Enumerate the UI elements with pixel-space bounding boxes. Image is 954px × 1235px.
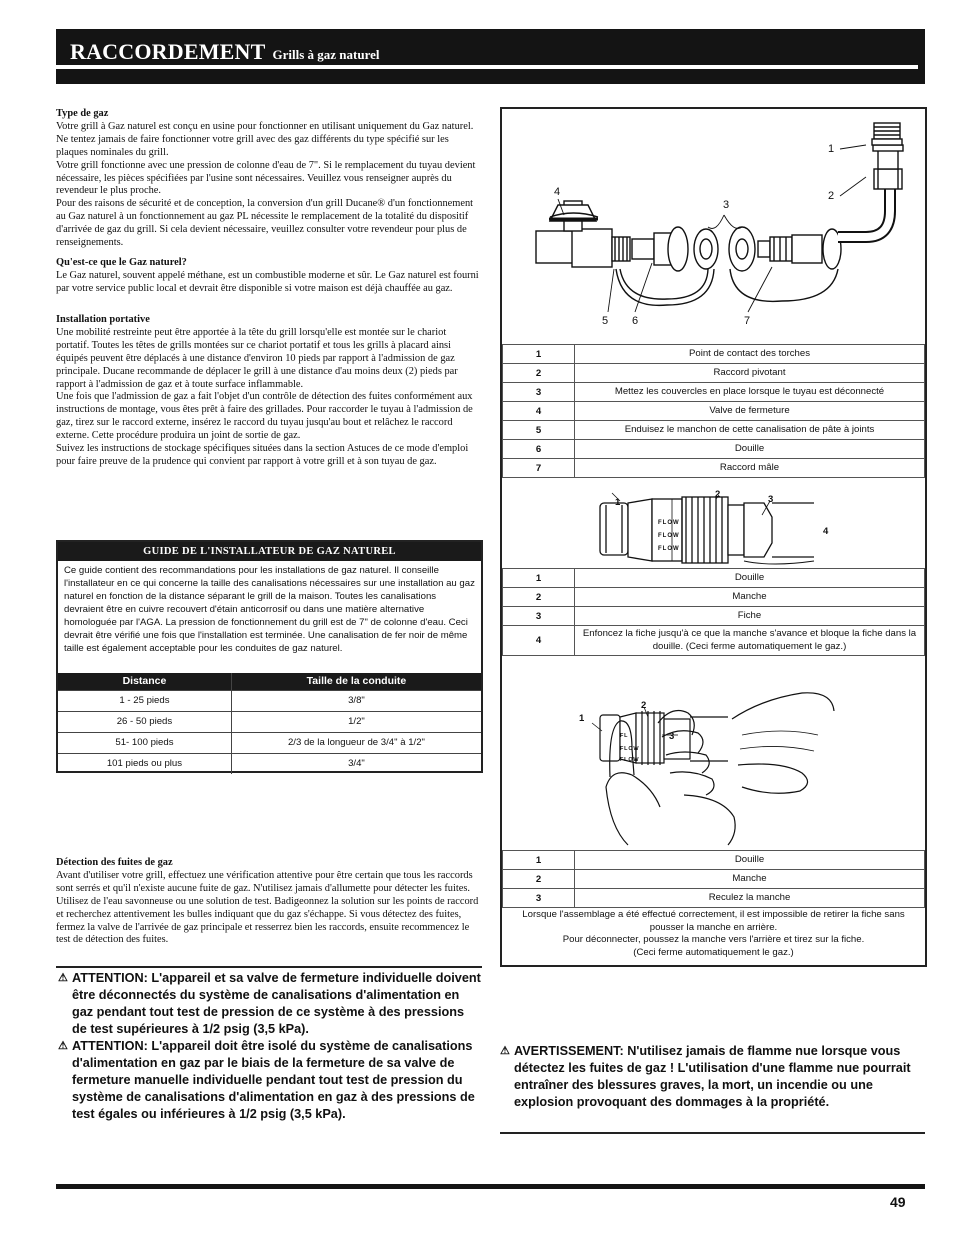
part-description: Enduisez le manchon de cette canalisation de pâte à joints [575,421,925,440]
leader-line [608,269,614,312]
hand-finger [684,795,735,845]
figure-3-hand-disconnect [502,657,925,849]
flow-label: FLOW [658,533,680,539]
table-row [58,753,481,774]
callout-label: 2 [641,700,647,711]
paragraph: Une fois que l'admission de gaz a fait l'objet d'un contrôle de détection des fuites conformément aux instructions de montage, vous êtes prêt à faire des grillades. Pour raccorder le tuyau à l'admission de gaz, tirez sur le raccord externe, insérez le raccord du tuyau jusqu'au bout et relâchez le raccord externe. Cette procédure produira un joint de sortie de gaz. [56,391,473,442]
part-description: Valve de fermeture [575,402,925,421]
part-description: Raccord pivotant [575,364,925,383]
paragraph: Votre grill fonctionne avec une pression de colonne d'eau de 7". Si le remplacement du tuyau devient nécessaire, les pièces spécifiées par l'usine sont nécessaires. Veuillez vous renseigner auprès du revendeur le plus proche. [56,159,476,197]
table-cell: 1 - 25 pieds [58,690,231,711]
callout-label: 1 [615,497,621,508]
part-number: 6 [503,440,575,459]
part-description: Douille [575,569,925,588]
warning-triangle-icon: ⚠ [500,1045,510,1057]
valve-outlet [572,229,612,267]
table-cell: 1/2" [231,711,481,732]
part-description: Douille [575,440,925,459]
warning-triangle-icon: ⚠ [58,1040,68,1052]
valve-body [536,231,576,263]
warning-paragraph [58,1038,482,1123]
forearm [732,693,834,719]
table-row [503,569,925,588]
section-heading: Installation portative [56,314,150,325]
callout-label: 3 [723,199,730,211]
part-description: Mettez les couvercles en place lorsque le tuyau est déconnecté [575,383,925,402]
callout-label: 2 [715,489,721,500]
male-plug [729,227,841,271]
paragraph: Votre grill à Gaz naturel est conçu en usine pour fonctionner en utilisant uniquement du Gaz naturel. Ne tentez jamais de faire fonctionner votre grill avec des gaz différents du type spécifié sur les plaques nominales du grill. [56,120,474,158]
table-cell: 101 pieds ou plus [58,753,231,774]
page-header [56,29,925,84]
table-row [503,889,925,908]
hand-palm [606,773,660,845]
note-line: Lorsque l'assemblage a été effectué correctement, il est impossible de retirer la fiche sans pousser la manche en arrière. [522,909,905,933]
warning-text: ATTENTION: L'appareil et sa valve de fermeture individuelle doivent être déconnectés du système de canalisations d'alimentation en gaz pendant tout test de pression de ce système à des pressions de test supérieures à 1/2 psig (3,5 kPa). [72,971,481,1036]
callout-label: 4 [823,526,829,537]
part-number: 3 [503,889,575,908]
paragraph: Avant d'utiliser votre grill, effectuez une vérification attentive pour être certain que tous les raccords sont serrés et qu'il n'existe aucune fuite de gaz. N'utilisez jamais d'allumette pour détecter les fuites. Utilisez de l'eau savonneuse ou une solution de test. Badigeonnez la solution sur les points de raccord et recherchez attentivement les bulles indiquant que du gaz s'échappe. Si vous détectez des fuites, fermez la valve de l'arrivée de gaz principale et resserrez bien les raccords, ensuite recommencez le test de détection des fuites. [56,869,479,946]
part-number: 4 [503,626,575,656]
part-number: 5 [503,421,575,440]
table-row [503,459,925,478]
table-header-row [58,673,481,690]
threaded-nipple [612,237,630,261]
callout-label: 1 [579,713,585,724]
column-header-pipe-size: Taille de la conduite [231,673,481,690]
flow-label: FLOW [658,546,680,552]
callout-label: 1 [828,143,835,155]
table-row [503,440,925,459]
table-cell: 2/3 de la longueur de 3/4" à 1/2" [231,732,481,753]
sleeve-grooves [686,497,722,563]
table-row [503,626,925,656]
plug-body [728,505,744,555]
callout-label: 3 [669,731,675,742]
flow-label-partial: FL [620,733,629,739]
note-line: Pour déconnecter, poussez la manche vers l'arrière et tirez sur la fiche. [562,934,865,946]
part-number: 2 [503,364,575,383]
table-row [503,345,925,364]
flow-label: FLOW [620,757,640,763]
table-row [503,421,925,440]
flow-label: FLOW [620,746,640,752]
figure-2-parts-table [502,568,925,656]
connection-figures-panel [500,107,927,967]
column-header-distance: Distance [58,673,231,690]
part-number: 3 [503,607,575,626]
dust-cap-strap-inner [620,269,708,299]
figure-2-coupling-engaged [502,477,925,567]
part-number: 1 [503,851,575,870]
paragraph: Le Gaz naturel, souvent appelé méthane, est un combustible moderne et sûr. Le Gaz naturel est fourni par votre service public local et devrait être disponible si votre maison est déjà chauffée au gaz. [56,269,479,294]
callout-label: 2 [828,190,835,202]
table-row [503,870,925,889]
leader-line [708,215,742,229]
table-row [58,711,481,732]
part-number: 1 [503,569,575,588]
figure-1-parts-table [502,344,925,478]
header-title: RACCORDEMENT [70,39,266,64]
table-row [503,383,925,402]
page-title [70,39,380,65]
guide-title: GUIDE DE L'INSTALLATEUR DE GAZ NATUREL [58,542,481,561]
swivel-fitting [873,145,903,189]
figure-1-hose-assembly [502,109,925,343]
hand-finger [670,772,714,795]
page-number: 49 [890,1194,906,1210]
header-subtitle: Grills à gaz naturel [272,47,380,62]
part-number: 2 [503,870,575,889]
warning-text: AVERTISSEMENT: N'utilisez jamais de flamme nue lorsque vous détectez les fuites de gaz ! L'utilisation d'une flamme nue pourrait entraîner des blessures graves, la mort, un incendie ou une explosion provoquant des dommages à la propriété. [514,1044,911,1109]
part-number: 4 [503,402,575,421]
part-number: 2 [503,588,575,607]
footer-rule [56,1184,925,1189]
section-heading: Qu'est-ce que le Gaz naturel? [56,257,187,268]
table-row [503,588,925,607]
section-gaz-naturel [56,257,480,296]
table-row [58,690,481,711]
table-cell: 51- 100 pieds [58,732,231,753]
figure-3-parts-table [502,850,925,908]
part-description: Point de contact des torches [575,345,925,364]
socket [632,227,718,271]
assembly-note [502,909,925,960]
callout-label: 6 [632,315,639,327]
note-line: (Ceci ferme automatiquement le gaz.) [633,947,794,959]
installer-guide-box [56,540,483,773]
table-row [58,732,481,753]
table-row [503,364,925,383]
leader-line [748,267,772,312]
paragraph: Suivez les instructions de stockage spécifiques situées dans la section Astuces de ce mode d'emploi pour faire preuve de la prudence qui convient par rapport à votre grill et à son tuyau de gaz. [56,443,469,467]
section-heading: Type de gaz [56,108,109,119]
table-row [503,851,925,870]
leader-line [840,145,866,149]
warning-rule [56,966,482,968]
warning-text: ATTENTION: L'appareil doit être isolé du système de canalisations d'alimentation en gaz par le biais de la fermeture de sa valve de fermeture manuelle individuelle pendant tout test de pression du système de canalisations d'alimentation en gaz à des pressions de test égales ou inférieures à 1/2 psig (3,5 kPa). [72,1039,475,1121]
callout-label: 4 [554,186,561,198]
socket-body [628,499,652,561]
section-detection-fuites [56,857,480,947]
hand-back [738,764,808,793]
dust-cap-strap-right [730,269,838,301]
warning-rule [500,1132,925,1134]
torch-contact-point [872,123,902,145]
flow-label: FLOW [658,520,680,526]
part-description: Raccord mâle [575,459,925,478]
section-installation [56,314,480,469]
pipe-size-table [58,673,481,774]
part-description: Enfoncez la fiche jusqu'à ce que la manche s'avance et bloque la fiche dans la douille. (Ceci ferme automatiquement le gaz.) [575,626,925,656]
socket-hex-nut [600,503,628,555]
callout-label: 3 [768,494,774,505]
section-heading: Détection des fuites de gaz [56,857,173,868]
table-cell: 26 - 50 pieds [58,711,231,732]
plug-nose [744,503,772,557]
table-row [503,402,925,421]
part-number: 3 [503,383,575,402]
warning-paragraph [500,1043,925,1111]
part-description: Reculez la manche [575,889,925,908]
table-row [503,607,925,626]
hose [690,717,728,761]
leader-line [840,177,866,196]
sleeve-outline [682,497,728,563]
callout-label: 7 [744,315,751,327]
header-rule [56,65,918,69]
paragraph: Une mobilité restreinte peut être apportée à la tête du grill lorsqu'elle est montée sur le chariot portatif. Toutes les têtes de grills montées sur ce chariot portatif et tous les grills à placard ainsi équipés peuvent être déplacés à une distance d'environ 10 pieds par rapport à l'admission de gaz principale. Ducane recommande de déplacer le grill à une distance d'au moins deux (2) pieds par rapport à l'admission de gaz et à toute surface inflammable. [56,326,458,390]
warning-right [500,1043,925,1111]
guide-text: Ce guide contient des recommandations pour les installations de gaz naturel. Il conseille l'installateur en ce qui concerne la taille des canalisations nécessaires sur une installation au gaz naturel en fonction de la distance séparant le grill de la maison. Toutes les canalisations devraient être en cuivre recouvert d'étain anticorrosif ou dans une matière alternative homologuée par l'AGA. La pression de fonctionnement du grill est de 7" de colonne d'eau. Ceci devrait être vérifié une fois que l'installation est terminée. Une canalisation de fer noir de même taille est également acceptable pour les conduites de gaz naturel. [64,565,475,654]
part-description: Manche [575,870,925,889]
paragraph: Pour des raisons de sécurité et de conception, la conversion d'un grill Ducane® d'un fonctionnement au Gaz naturel à un fonctionnement au gaz PL nécessite le remplacement de la totalité du dispositif d'arrivée de gaz du grill. Si cela devient nécessaire, veuillez consulter votre revendeur pour plus de renseignements. [56,198,474,249]
warning-paragraph [58,970,482,1038]
warning-triangle-icon: ⚠ [58,972,68,984]
section-type-gaz [56,108,480,250]
hose [772,503,814,557]
part-description: Fiche [575,607,925,626]
gas-hose-inner [838,185,890,237]
warnings-left [58,970,482,1123]
table-cell: 3/8" [231,690,481,711]
part-number: 1 [503,345,575,364]
callout-label: 5 [602,315,609,327]
part-description: Douille [575,851,925,870]
part-number: 7 [503,459,575,478]
dust-cap-strap [616,269,714,305]
table-cell: 3/4" [231,753,481,774]
part-description: Manche [575,588,925,607]
